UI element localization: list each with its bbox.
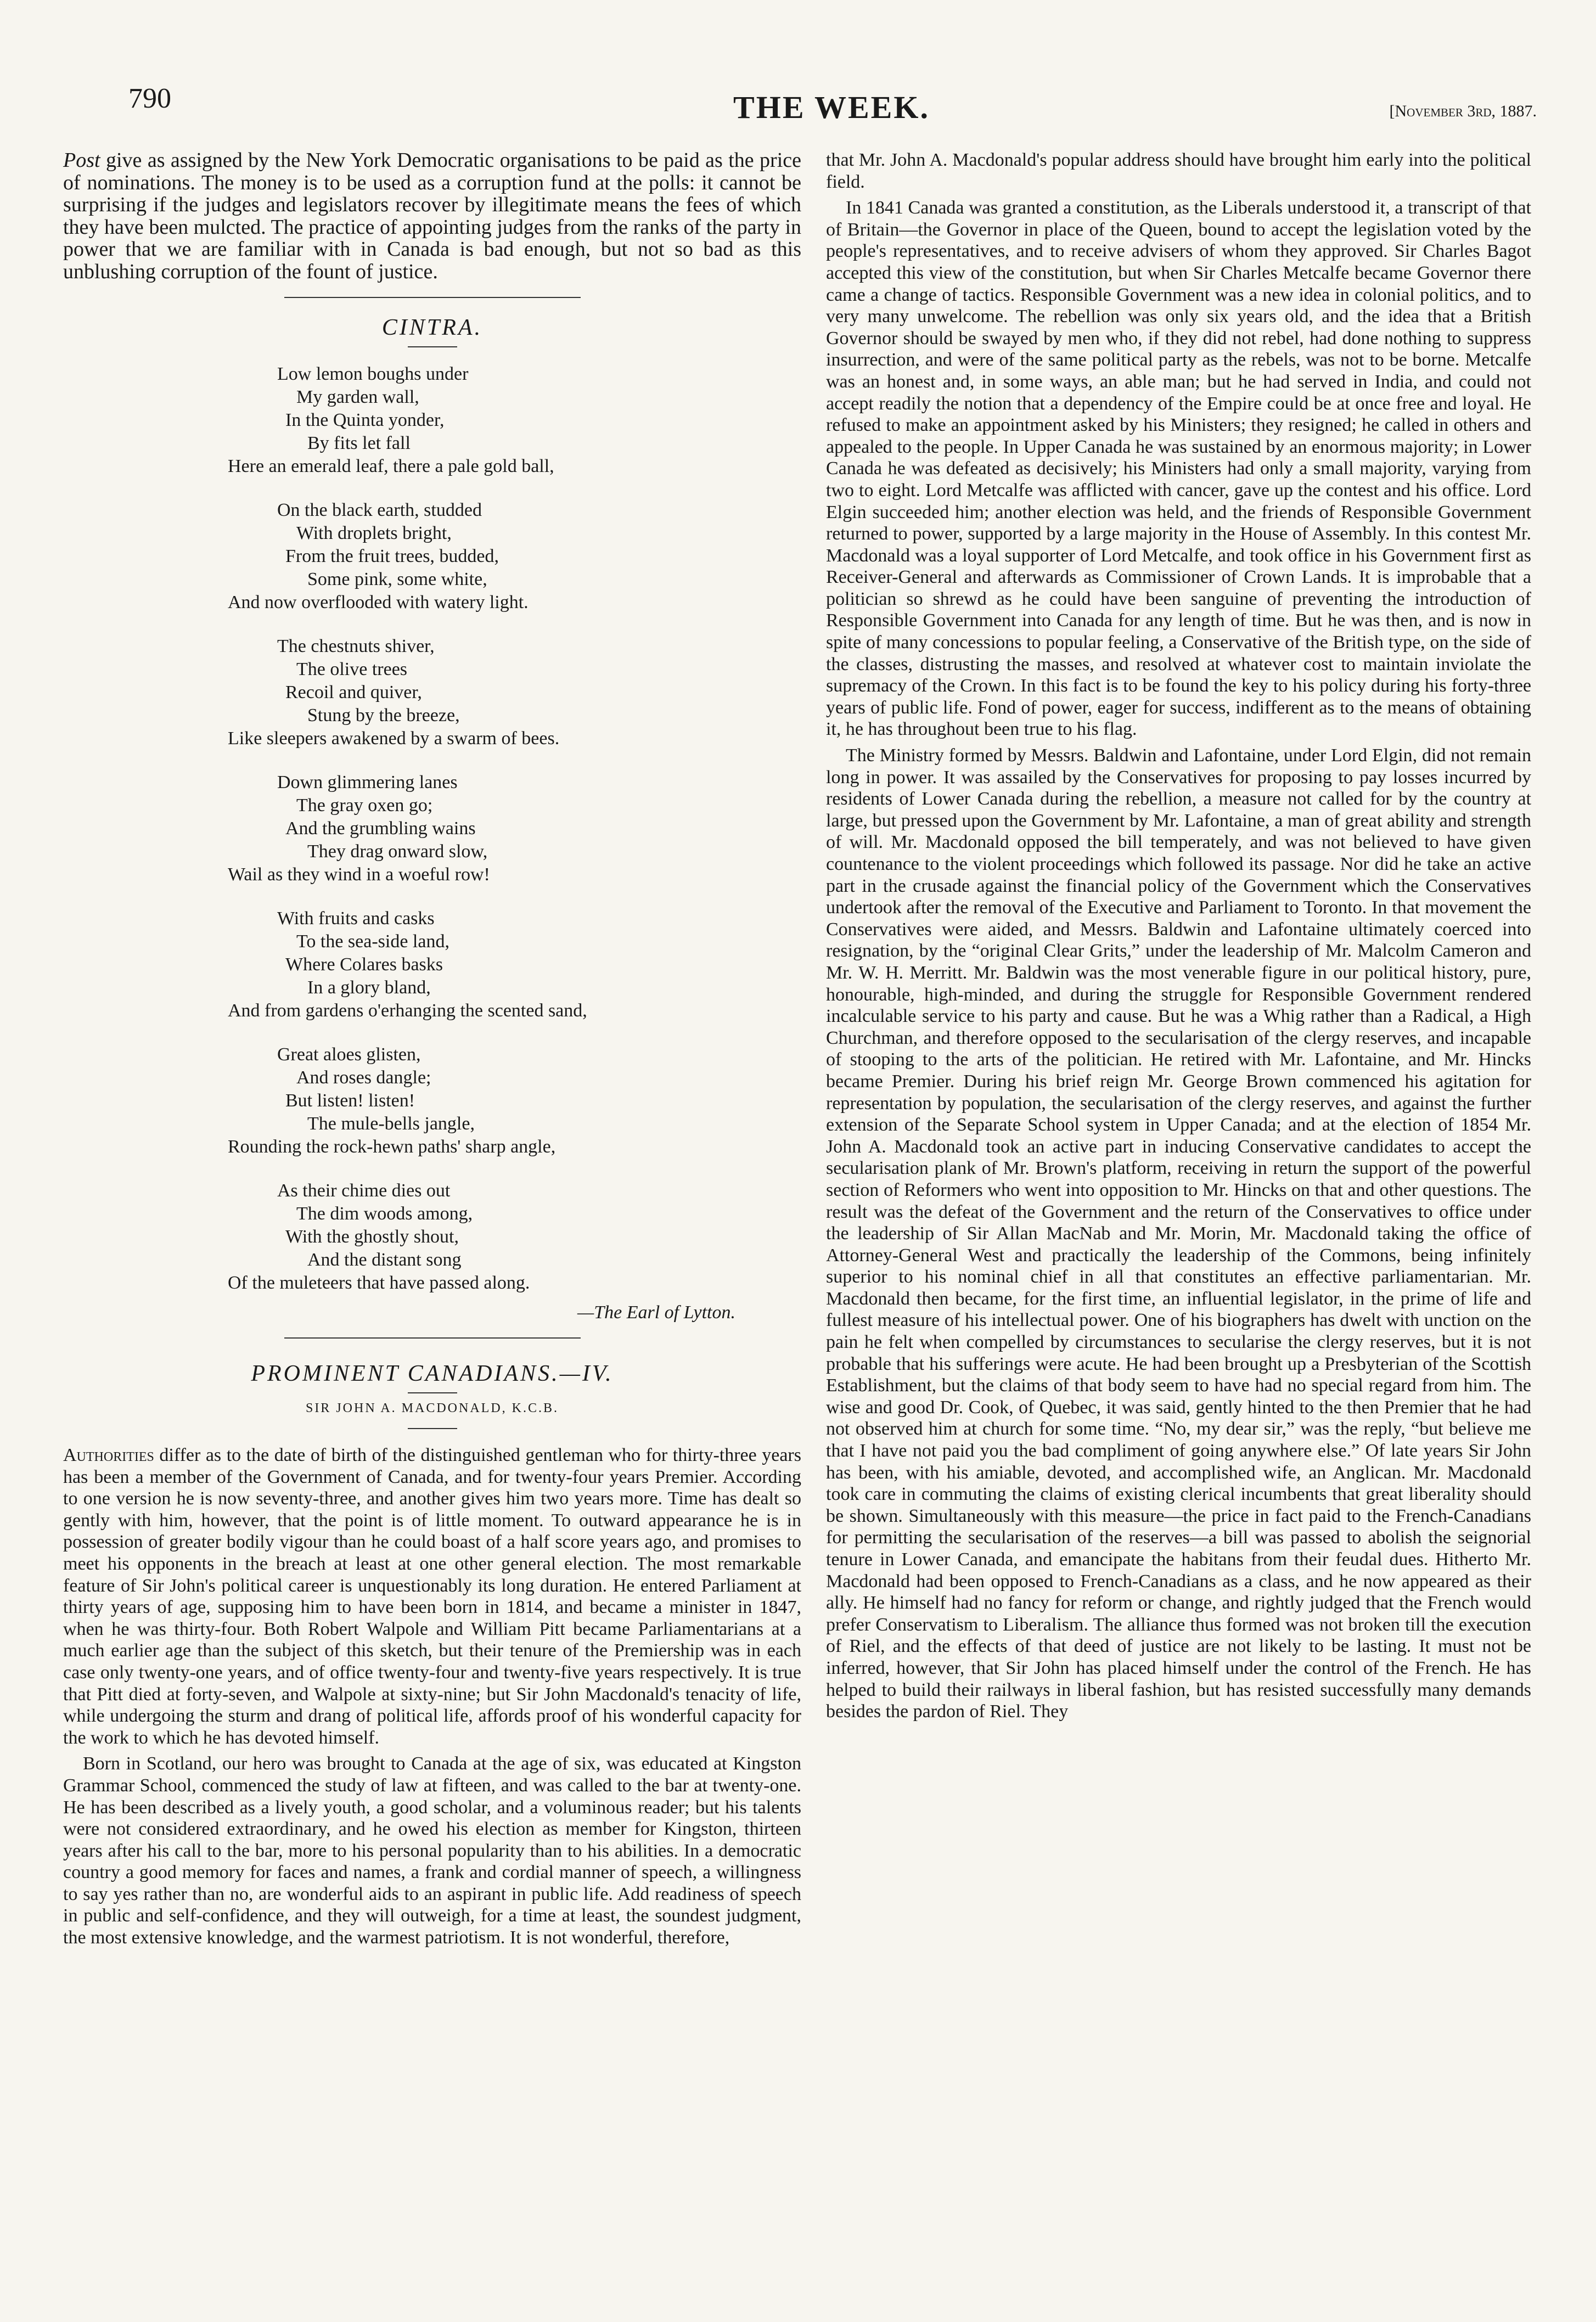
poem-stanza (217, 635, 801, 750)
poem-line: Down glimmering lanes (277, 772, 458, 792)
poem-line: The mule-bells jangle, (307, 1114, 475, 1134)
poem-line: On the black earth, studded (277, 500, 482, 520)
article-paragraph: that Mr. John A. Macdonald's popular address should have brought him early into the political field. (826, 150, 1531, 192)
poem-line: Where Colares basks (285, 954, 443, 975)
poem-line: The chestnuts shiver, (277, 636, 435, 656)
poem-line: With fruits and casks (277, 908, 435, 929)
poem-line: Here an emerald leaf, there a pale gold ball, (228, 456, 554, 476)
right-column (826, 149, 1531, 1727)
page-number: 790 (128, 83, 171, 114)
poem-line: In the Quinta yonder, (285, 410, 445, 430)
poem-stanza (217, 1043, 801, 1159)
article-paragraph: Born in Scotland, our hero was brought to Canada at the age of six, was educated at Kingston Grammar School, commenced the study of law at fifteen, and was called to the bar at twenty-one. He has been described as a lively youth, a good scholar, and a voluminous reader; but his talents were not considered extraordinary, and he owed his election as member for Kingston, thirteen years after his call to the bar, more to his personal popularity than to his abilities. In a democratic country a good memory for faces and names, a frank and cordial manner of speech, a willingness to say yes rather than no, are wonderful aids to an aspirant in public life. Add readiness of speech in public and self-confidence, and they will outweigh, for a time at least, the soundest judgment, the most extensive knowledge, and the warmest patriotism. It is not wonderful, therefore, (63, 1753, 801, 1948)
poem-line: Some pink, some white, (307, 569, 487, 589)
poem-signature: —The Earl of Lytton. (577, 1302, 735, 1323)
poem-line: The gray oxen go; (296, 795, 433, 816)
journal-title: THE WEEK. (733, 89, 930, 125)
section-title: PROMINENT CANADIANS.—IV. (251, 1361, 614, 1386)
title-rule (408, 1428, 457, 1429)
poem-line: To the sea-side land, (296, 931, 449, 952)
intro-paragraph: Post give as assigned by the New York Democratic organisations to be paid as the price of nominations. The money is to be used as a corruption fund at the polls: it cannot be surprising if the judges and legislators recover by illegitimate means the fees of which they have been mulcted. The practice of appointing judges from the ranks of the party in power that we are familiar with in Canada is bad enough, but not so bad as this unblushing corruption of the fount of justice. (63, 149, 801, 283)
poem-line: My garden wall, (296, 387, 419, 407)
poem-line: But listen! listen! (285, 1090, 415, 1111)
poem-line: As their chime dies out (277, 1180, 451, 1201)
poem-stanza (217, 771, 801, 886)
page-header (126, 82, 1537, 132)
poem-line: They drag onward slow, (307, 841, 488, 862)
poem-line: Stung by the breeze, (307, 705, 460, 726)
poem-line: Wail as they wind in a woeful row! (228, 864, 490, 885)
article-paragraph (63, 1444, 801, 1748)
poem-line: And from gardens o'erhanging the scented sand, (228, 1000, 587, 1021)
poem-line: From the fruit trees, budded, (285, 546, 499, 566)
poem-line: The olive trees (296, 659, 408, 679)
poem-line: And roses dangle; (296, 1067, 431, 1088)
poem-line: Recoil and quiver, (285, 682, 422, 702)
poem-line: With droplets bright, (296, 523, 452, 543)
poem-stanza (217, 1179, 801, 1295)
poem-line: Rounding the rock-hewn paths' sharp angle, (228, 1137, 556, 1157)
article-paragraph: The Ministry formed by Messrs. Baldwin and Lafontaine, under Lord Elgin, did not remain long in power. It was assailed by the Conservatives for proposing to pay losses incurred by residents of Lower Canada during the rebellion, a measure not called for by the country at large, but pressed upon the Government by Mr. Lafontaine, a man of great ability and strength of will. Mr. Macdonald opposed the bill temperately, and was not believed to have given countenance to the violent proceedings which followed its passage. Nor did he take an active part in the crusade against the financial policy of the Government which the Conservatives undertook after the removal of the Executive and Parliament to Toronto. In that movement the Conservatives were aided, and Messrs. Baldwin and Lafontaine ultimately coerced into resignation, by the “original Clear Grits,” under the leadership of Mr. Malcolm Cameron and Mr. W. H. Merritt. Mr. Baldwin was the most venerable figure in our political history, pure, honourable, high-minded, and during the struggle for Responsible Government rendered incalculable service to his party and cause. But he was a Whig rather than a Radical, a High Churchman, and therefore opposed to the secularisation of the clergy reserves, and incapable of stooping to the arts of the politician. He retired with Mr. Lafontaine, and Mr. Hincks became Premier. During his brief reign Mr. George Brown commenced his agitation for representation by population, the secularisation of the clergy reserves, and against the further extension of the Separate School system in Upper Canada; and at the election of 1854 Mr. John A. Macdonald took an active part in inducing Conservative candidates to accept the secularisation plank of Mr. Brown's platform, receiving in return the support of the powerful section of Reformers who went into opposition to Mr. Hincks on that and other questions. The result was the defeat of the Government and the return of the Conservatives to office under the leadership of Sir Allan MacNab and Mr. Morin, Mr. Macdonald taking the office of Attorney-General West and practically the leadership of the Commons, being infinitely superior to his nominal chief in all that constitutes an effective parliamentarian. Mr. Macdonald then became, for the first time, an influential legislator, in the prime of life and fullest measure of his intellectual power. One of his biographers has dwelt with unction on the pain he felt when compelled by circumstances to secularise the clergy reserves, but it is not probable that his sufferings were acute. He had been brought up a Presbyterian of the Scottish Establishment, but the claims of that body seem to have had no special regard from him. The wise and good Dr. Cook, of Quebec, it was said, gently hinted to the then Premier that he had not observed him at church for some time. “No, my dear sir,” was the reply, “but believe me that I have not paid you the bad compliment of going anywhere else.” Of late years Sir John has been, with his amiable, devoted, and accomplished wife, an Anglican. Mr. Macdonald took care in commuting the claims of existing clerical incumbents that great liberality should be shown. Simultaneously with this measure—the price in fact paid to the French-Canadians for permitting the secularisation of the reserves—a bill was passed to abolish the seignorial tenure in Lower Canada, and emancipate the habitans from their feudal dues. Hitherto Mr. Macdonald had been opposed to French-Canadians as a class, and he now appeared as their ally. He himself had no fancy for reform or change, and rightly judged that the French would prefer Conservatism to Liberalism. The alliance thus formed was not broken till the execution of Riel, and the effects of that deed of justice are not likely to be lasting. It must not be inferred, however, that Sir John has placed himself under the control of the French. He has helped to build their railways in liberal fashion, but has resisted successfully many demands besides the pardon of Riel. They (826, 745, 1531, 1722)
poem-line: And now overflooded with watery light. (228, 592, 529, 612)
poem-line: The dim woods among, (296, 1204, 473, 1224)
poem-line: Great aloes glisten, (277, 1044, 421, 1065)
poem-line: Low lemon boughs under (277, 364, 469, 384)
divider (284, 1337, 581, 1339)
poem-stanza (217, 499, 801, 614)
title-rule (408, 346, 457, 347)
opening-word: Authorities (63, 1445, 154, 1465)
left-column (63, 149, 801, 1953)
poem-title: CINTRA. (381, 315, 483, 340)
poem-line: With the ghostly shout, (285, 1227, 459, 1247)
poem-body (217, 363, 801, 1295)
title-rule (408, 1392, 457, 1393)
poem-line: And the grumbling wains (285, 818, 476, 839)
poem-stanza (217, 363, 801, 478)
poem-line: And the distant song (307, 1250, 462, 1270)
issue-date: [November 3rd, 1887. (1389, 102, 1537, 120)
article-paragraph-text: differ as to the date of birth of the distinguished gentleman who for thirty-three years has been a member of the Government of Canada, and for twenty-four years Premier. According to one version he is now seventy-three, and another gives him two years more. Time has dealt so gently with him, however, that the point is of little moment. To outward appearance he is in possession of greater bodily vigour than he could boast of a half score years ago, and promises to meet his opponents in the breach at least at one other general election. The most remarkable feature of Sir John's political career is unquestionably its long duration. He entered Parliament at thirty years of age, supposing him to have been born in 1814, and became a minister in 1847, when he was thirty-four. Both Robert Walpole and William Pitt became Parliamentarians at a much earlier age than the subject of this sketch, but their tenure of the Premiership was in each case only twenty-one years, and of office twenty-four and twenty-five years respectively. It is true that Pitt died at forty-seven, and Walpole at sixty-nine; but Sir John Macdonald's tenacity of life, while undergoing the sturm and drang of political life, affords proof of his wonderful capacity for the work to which he has devoted himself. (63, 1445, 801, 1748)
poem-stanza (217, 907, 801, 1022)
poem-line: Like sleepers awakened by a swarm of bees. (228, 728, 560, 749)
section-subtitle: SIR JOHN A. MACDONALD, K.C.B. (305, 1401, 559, 1415)
article-paragraph: In 1841 Canada was granted a constitution, as the Liberals understood it, a transcript of that of Britain—the Governor in place of the Queen, bound to accept the legislation voted by the people's representatives, and to receive advisers of whom they approved. Sir Charles Bagot accepted this view of the constitution, but when Sir Charles Metcalfe became Governor there came a change of tactics. Responsible Government was a new idea in colonial politics, and to very many unwelcome. The rebellion was only six years old, and the idea that a British Governor should be swayed by men who, if they did not rebel, had done nothing to suppress insurrection, and were of the same political party as the rebels, was not to be borne. Metcalfe was an honest and, in some ways, an able man; but he had served in India, and could not accept readily the notion that a dependency of the Empire could be at once free and loyal. He refused to make an appointment asked by his Ministers; they resigned; he called in others and appealed to the people. In Upper Canada he was sustained by an enormous majority; in Lower Canada he was defeated as decisively; his Ministers had only a small majority, varying from two to eight. Lord Metcalfe was afflicted with cancer, gave up the contest and his office. Lord Elgin succeeded him; another election was held, and the friends of Responsible Government returned to power, supported by a large majority in the House of Assembly. In this contest Mr. Macdonald was a loyal supporter of Lord Metcalfe, and took office in his Government first as Receiver-General and afterwards as Commissioner of Crown Lands. It is improbable that a politician so shrewd as he could have been sanguine of preventing the introduction of Responsible Government into Canada for any length of time. But he was then, and is now in spite of many concessions to popular feeling, a Conservative of the British type, on the side of the classes, distrusting the masses, and resolved at whatever cost to maintain inviolate the supremacy of the Crown. In this fact is to be found the key to his policy during his forty-three years of public life. Fond of power, eager for success, indifferent as to the means of obtaining it, he has throughout been true to his flag. (826, 198, 1531, 740)
poem-line: By fits let fall (307, 433, 411, 453)
poem-line: Of the muleteers that have passed along. (228, 1273, 530, 1293)
poem-line: In a glory bland, (307, 977, 431, 998)
divider (284, 297, 581, 298)
